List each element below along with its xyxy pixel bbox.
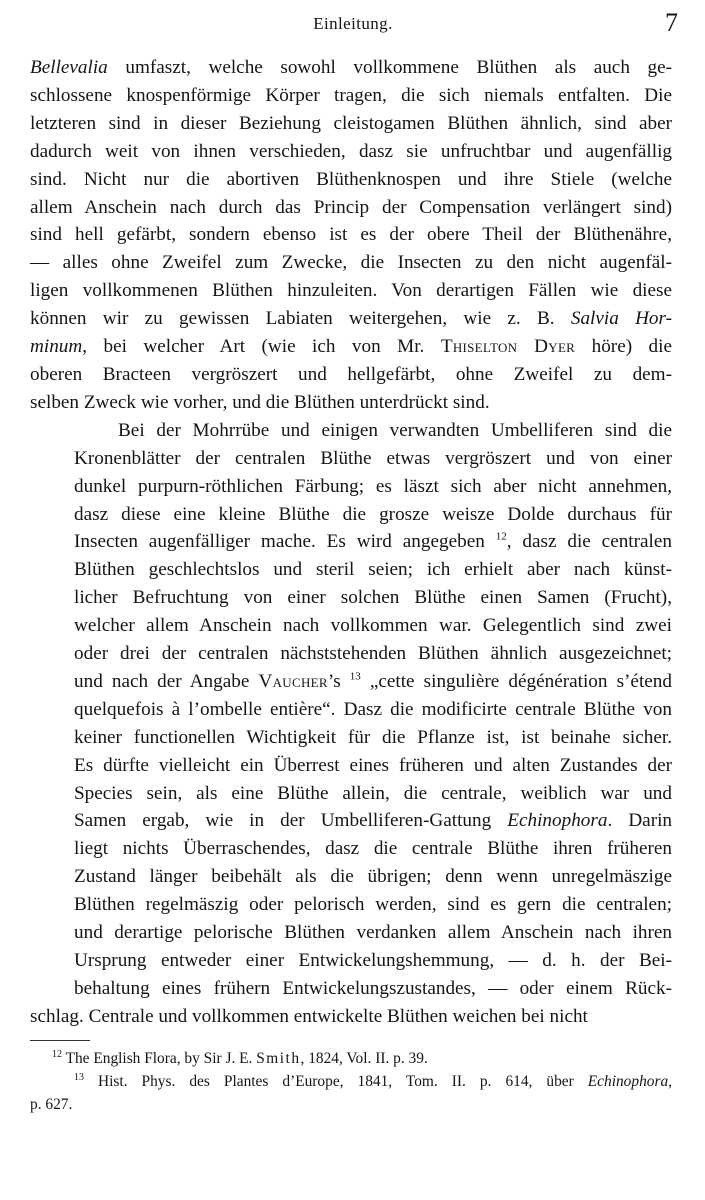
text-run: ’s [327, 670, 350, 692]
text-run: letzteren sind in dieser Beziehung cleistogamen Blüthen ähnlich, sind aber [30, 112, 672, 134]
text-line [30, 473, 672, 501]
text-line [30, 501, 672, 529]
text-run: p. 627. [30, 1096, 73, 1113]
text-run: dasz diese eine kleine Blüthe die grosze weisze Dolde durchaus für [74, 503, 672, 525]
text-run: höre) die [575, 336, 672, 358]
text-run: , bei welcher Art (wie ich von Mr. [82, 336, 441, 358]
text-line [30, 221, 672, 249]
text-run: allem Anschein nach durch das Princip der Compensation verlängert sind) [30, 196, 672, 218]
text-line [30, 891, 672, 919]
text-run: keiner functionellen Wichtigkeit für die Pflanze ist, ist beinahe sicher. [74, 726, 672, 748]
text-line [30, 696, 672, 724]
text-run: Hist. Phys. des Plantes d’Europe, 1841, Tom. II. p. 614, über [84, 1073, 588, 1090]
text-run: Blüthen geschlechtslos und steril seien; ich erhielt aber nach künst- [74, 559, 672, 581]
text-line [30, 752, 672, 780]
text-line [30, 333, 672, 361]
italic-text: Bellevalia [30, 57, 108, 78]
text-run: sind. Nicht nur die abortiven Blüthenknospen und ihre Stiele (welche [30, 168, 672, 190]
text-line [30, 947, 672, 975]
page-header [28, 8, 678, 38]
text-line [30, 919, 672, 947]
text-run: licher Befruchtung von einer solchen Blüthe einen Samen (Frucht), [74, 587, 672, 609]
text-line [30, 640, 672, 668]
text-line [30, 584, 672, 612]
text-run: oder drei der centralen nächststehenden Blüthen ähnlich ausgezeichnet; [74, 643, 672, 665]
text-line [30, 54, 672, 82]
text-run: dadurch weit von ihnen verschieden, dasz sie unfruchtbar und augenfällig [30, 140, 672, 162]
text-line [52, 1070, 672, 1093]
text-line [30, 166, 672, 194]
text-run: welcher allem Anschein nach vollkommen war. Gelegentlich sind zwei [74, 615, 672, 637]
text-line [30, 110, 672, 138]
footnotes [30, 1047, 672, 1116]
footnote-ref: 13 [349, 670, 361, 683]
text-line [30, 82, 672, 110]
text-line [30, 277, 672, 305]
text-line [30, 612, 672, 640]
text-run: ligen vollkommenen Blüthen hinzuleiten. Von derartigen Fällen wie diese [30, 280, 672, 302]
text-run: behaltung eines frühern Entwickelungszustandes, — oder einem Rück- [74, 977, 672, 999]
text-run: The English Flora, by Sir J. E. [62, 1050, 257, 1067]
text-line [30, 975, 672, 1003]
text-run: Zustand länger beibehält als die übrigen; denn wenn unregelmäszige [74, 866, 672, 888]
text-run: können wir zu gewissen Labiaten weitergehen, wie z. B. [30, 308, 571, 330]
text-run: Blüthen regelmäszig oder pelorisch werden, sind es gern die centralen; [74, 894, 672, 916]
text-line [30, 835, 672, 863]
text-run: — alles ohne Zweifel zum Zwecke, die Insecten zu den nicht augenfäl- [30, 252, 672, 274]
text-line [30, 445, 672, 473]
text-run: oberen Bracteen vergröszert und hellgefärbt, ohne Zweifel zu dem- [30, 363, 672, 385]
text-run: quelquefois à l’ombelle entière“. Dasz die modificirte centrale Blüthe von [74, 698, 672, 720]
text-line [30, 528, 672, 556]
footnote [30, 1070, 672, 1116]
footnote-ref: 13 [74, 1071, 84, 1083]
text-run: schlossene knospenförmige Körper tragen, die sich niemals entfalten. Die [30, 84, 672, 106]
text-line [52, 1050, 428, 1067]
paragraph [30, 417, 672, 1031]
footnote-rule [30, 1040, 90, 1041]
italic-text: minum [30, 336, 83, 358]
text-line [30, 1096, 72, 1113]
text-run: Es dürfte vielleicht ein Überrest eines früheren und alten Zustandes der [74, 754, 672, 776]
text-run: und nach der Angabe [74, 670, 259, 692]
italic-text: Echinophora, [587, 1073, 672, 1090]
text-run: Ursprung entweder einer Entwickelungshemmung, — d. h. der Bei- [74, 950, 672, 971]
styled-text: Thiselton Dyer [440, 336, 576, 358]
paragraph [30, 54, 672, 417]
text-run: Kronenblätter der centralen Blüthe etwas vergröszert und von einer [74, 447, 672, 469]
text-run: , dasz die centralen [506, 531, 672, 553]
text-line [30, 361, 672, 389]
text-run: umfaszt, welche sowohl vollkommene Blüthen als auch ge- [107, 57, 672, 78]
text-line [30, 668, 672, 696]
text-line [30, 863, 672, 891]
footnote [30, 1047, 672, 1070]
text-run: schlag. Centrale und vollkommen entwickelte Blüthen weichen bei nicht [30, 1005, 588, 1027]
text-line [30, 724, 672, 752]
text-run: selben Zweck wie vorher, und die Blüthen unterdrückt sind. [30, 391, 490, 413]
footnote-ref: 12 [495, 531, 507, 544]
text-run: Species sein, als eine Blüthe allein, die centrale, weiblich war und [74, 782, 672, 804]
text-line [30, 305, 672, 333]
text-line [74, 417, 672, 445]
text-run: und derartige pelorische Blüthen verdanken allem Anschein nach ihren [74, 922, 672, 944]
text-run: „cette singulière dégénération s’étend [360, 670, 672, 692]
text-run: Insecten augenfälliger mache. Es wird angegeben [74, 531, 496, 553]
text-line [30, 194, 672, 222]
text-run: Bei der Mohrrübe und einigen verwandten Umbelliferen sind die [118, 419, 672, 441]
italic-text: Salvia Hor- [570, 308, 672, 330]
text-line [30, 780, 672, 808]
text-line [30, 392, 490, 413]
text-run: Samen ergab, wie in der Umbelliferen-Gattung [74, 810, 508, 832]
styled-text: Vaucher [258, 670, 328, 692]
running-head: Einleitung. [313, 14, 393, 33]
text-line [30, 1006, 588, 1027]
text-line [30, 556, 672, 584]
text-run: liegt nichts Überraschendes, dasz die centrale Blüthe ihren früheren [74, 838, 672, 860]
italic-text: Echinophora [507, 810, 608, 832]
text-run: dunkel purpurn-röthlichen Färbung; es läszt sich aber nicht annehmen, [74, 475, 672, 497]
text-line [30, 138, 672, 166]
text-run: , 1824, Vol. II. p. 39. [300, 1050, 428, 1067]
text-run: . Darin [607, 810, 673, 832]
body-text [30, 54, 672, 1031]
page-number: 7 [665, 8, 678, 37]
text-run: sind hell gefärbt, sondern ebenso ist es der obere Theil der Blüthenähre, [30, 224, 672, 246]
footnote-ref: 12 [52, 1048, 62, 1060]
styled-text: Smith [256, 1050, 301, 1067]
text-line [30, 807, 672, 835]
text-line [30, 249, 672, 277]
